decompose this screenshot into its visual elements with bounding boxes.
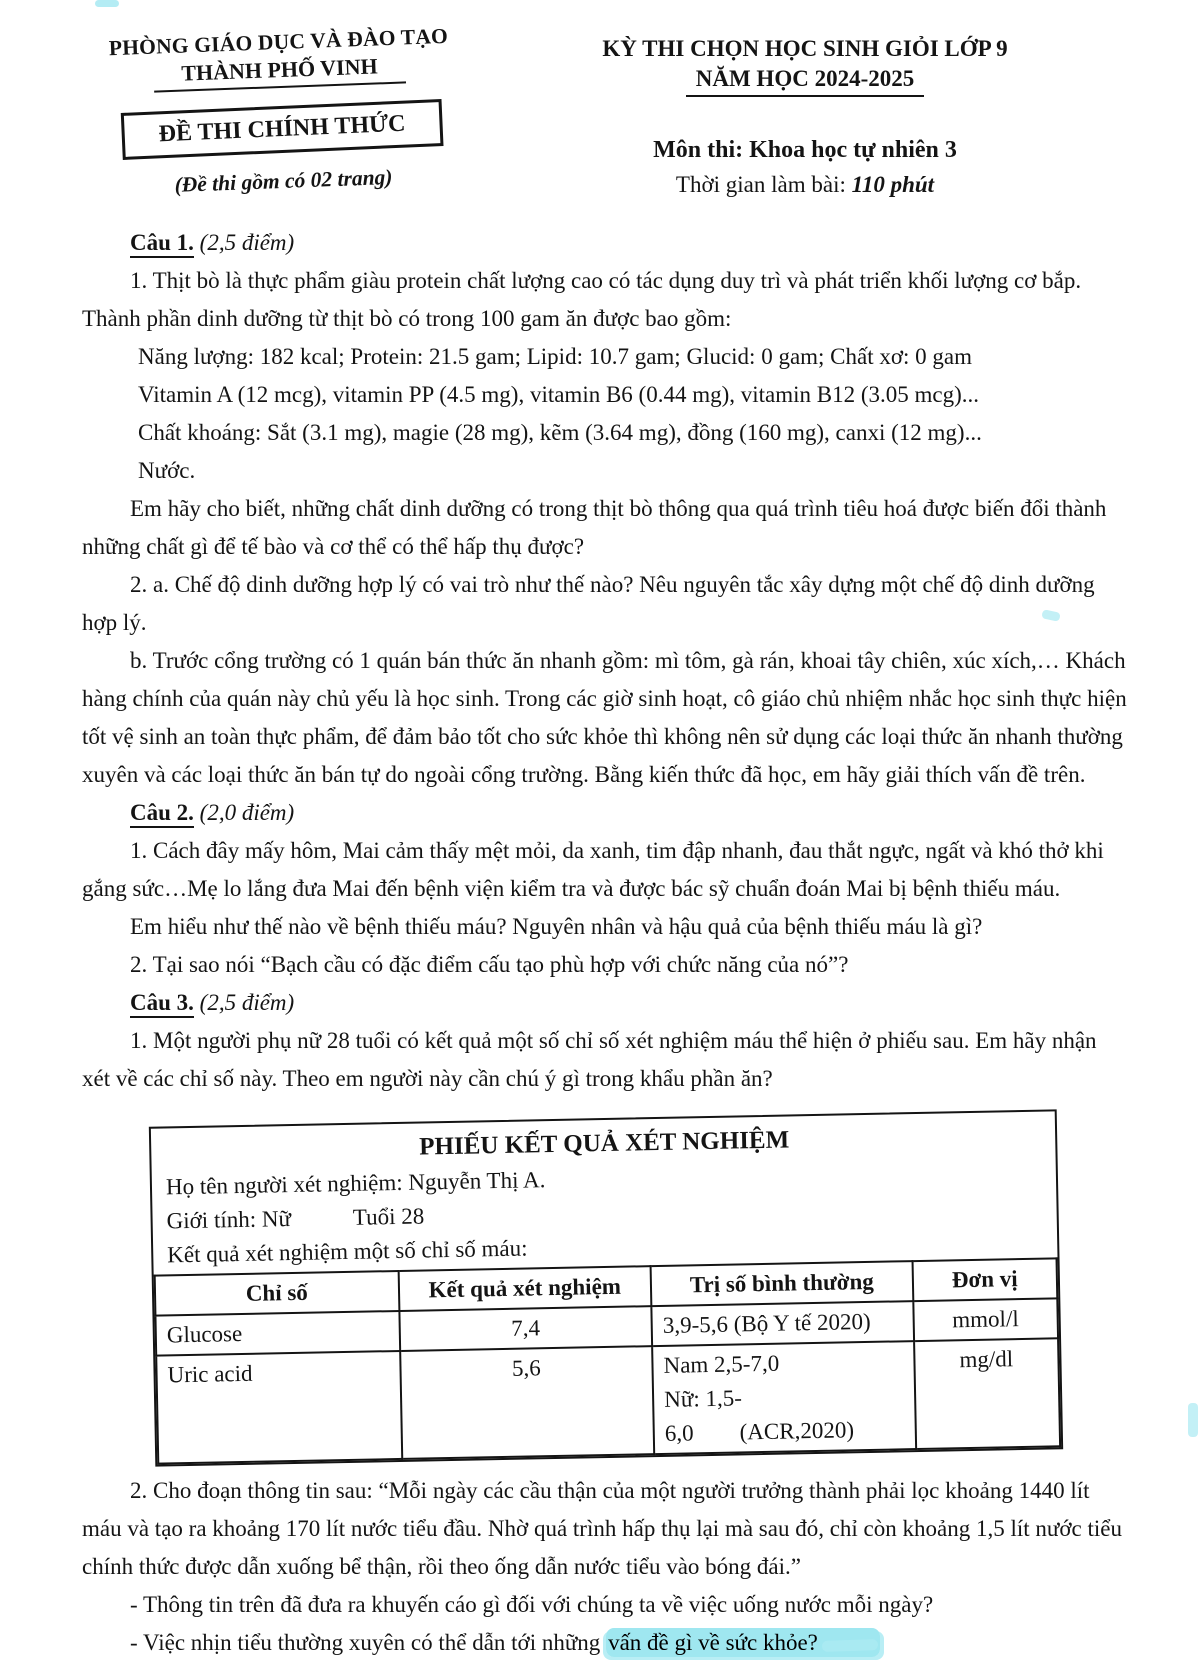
q2-paragraph-2: Em hiểu như thế nào về bệnh thiếu máu? Nguyên nhân và hậu quả của bệnh thiếu máu là gì? <box>130 914 983 939</box>
lab-report-card <box>149 1109 1063 1466</box>
highlighted-text: vấn đề gì về sức khỏe? <box>606 1628 880 1657</box>
cell-result: 7,4 <box>399 1306 652 1351</box>
q2-paragraph-1: 1. Cách đây mấy hôm, Mai cảm thấy mệt mỏi, da xanh, tim đập nhanh, đau thắt ngực, ngất và khó thở khi gắng sức…Mẹ lo lắng đưa Mai đến bệnh viện kiểm tra và được bác sỹ chuẩn đoán Mai bị bệnh thiếu máu. <box>82 838 1104 901</box>
exam-title: KỲ THI CHỌN HỌC SINH GIỎI LỚP 9 <box>602 36 1008 61</box>
normal-range-female-line <box>664 1378 905 1451</box>
col-header-index: Chỉ số <box>155 1271 399 1316</box>
question-3-label: Câu 3. <box>130 990 194 1018</box>
question-2-points: (2,0 điểm) <box>193 800 295 825</box>
exam-title-block <box>480 30 1130 198</box>
q3-bullet-2 <box>82 1624 1130 1661</box>
cell-index-name: Uric acid <box>156 1351 402 1464</box>
normal-range-source: (ACR,2020) <box>739 1417 855 1445</box>
cell-unit: mg/dl <box>914 1338 1060 1449</box>
lab-report-name: Họ tên người xét nghiệm: Nguyễn Thị A. <box>165 1167 546 1200</box>
col-header-unit: Đơn vị <box>912 1258 1057 1301</box>
normal-range-male: Nam 2,5-7,0 <box>663 1350 780 1378</box>
official-exam-box: ĐỀ THI CHÍNH THỨC <box>120 99 443 160</box>
q3-bullet-1: - Thông tin trên đã đưa ra khuyến cáo gì đối với chúng ta về việc uống nước mỗi ngày? <box>130 1592 934 1617</box>
q1-paragraph-2: Em hãy cho biết, những chất dinh dưỡng có trong thịt bò thông qua quá trình tiêu hoá được biến đổi thành những chất gì để tế bào và cơ thể có thể hấp thụ được? <box>82 496 1107 559</box>
question-2-label: Câu 2. <box>130 800 194 828</box>
q3-paragraph-2: 2. Cho đoạn thông tin sau: “Mỗi ngày các cầu thận của một người trưởng thành phải lọc khoảng 1440 lít máu và tạo ra khoảng 170 lít nước tiểu đầu. Nhờ quá trình hấp thụ lại mà sau đó, chỉ còn khoảng 1,5 lít nước tiểu chính thức được dẫn xuống bể thận, rồi theo ống dẫn nước tiểu vào bóng đái.” <box>82 1478 1122 1579</box>
subject-line: Môn thi: Khoa học tự nhiên 3 <box>653 137 957 163</box>
issuer-block <box>79 23 483 201</box>
issuer-city: THÀNH PHỐ VINH <box>153 52 406 92</box>
normal-range-female: Nữ: 1,5-6,0 <box>663 1385 743 1446</box>
table-row <box>156 1338 1060 1463</box>
q1-paragraph-1: 1. Thịt bò là thực phẩm giàu protein chất lượng cao có tác dụng duy trì và phát triển khối lượng cơ bắp. Thành phần dinh dưỡng từ thịt bò có trong 100 gam ăn được bao gồm: <box>82 268 1082 331</box>
cell-index-name: Glucose <box>155 1311 399 1356</box>
question-3-points: (2,5 điểm) <box>193 990 295 1015</box>
q3-paragraph-1: 1. Một người phụ nữ 28 tuổi có kết quả một số chỉ số xét nghiệm máu thể hiện ở phiếu sau. Em hãy nhận xét về các chỉ số này. Theo em người này cần chú ý gì trong khẩu phần ăn? <box>82 1028 1097 1091</box>
col-header-normal: Trị số bình thường <box>651 1261 913 1306</box>
exam-header <box>82 23 1130 198</box>
q1-nutrient-line-2: Vitamin A (12 mcg), vitamin PP (4.5 mg), vitamin B6 (0.44 mg), vitamin B12 (3.05 mcg)... <box>138 382 980 407</box>
cell-normal-range: 3,9-5,6 (Bộ Y tế 2020) <box>651 1301 913 1346</box>
cell-normal-range <box>652 1341 916 1454</box>
page-count-note: (Đề thi gồm có 02 trang) <box>174 164 393 197</box>
q1-nutrient-line-3: Chất khoáng: Sắt (3.1 mg), magie (28 mg), kẽm (3.64 mg), đồng (160 mg), canxi (12 mg)... <box>138 420 982 445</box>
q1-nutrient-line-4: Nước. <box>138 458 196 483</box>
lab-report-age: Tuổi 28 <box>352 1203 425 1230</box>
question-1-points: (2,5 điểm) <box>193 230 295 255</box>
q3-bullet-2-text: - Việc nhịn tiểu thường xuyên có thể dẫn tới những <box>130 1630 607 1655</box>
question-2-heading <box>82 794 1130 832</box>
cell-result: 5,6 <box>400 1346 655 1459</box>
time-label: Thời gian làm bài: <box>675 172 852 197</box>
q1-paragraph-3: 2. a. Chế độ dinh dưỡng hợp lý có vai trò như thế nào? Nêu nguyên tắc xây dựng một chế độ dinh dưỡng hợp lý. <box>82 572 1095 635</box>
cell-unit: mmol/l <box>913 1298 1058 1341</box>
time-value: 110 phút <box>851 172 935 197</box>
questions <box>82 224 1130 1661</box>
lab-report-intro: Kết quả xét nghiệm một số chỉ số máu: <box>167 1235 528 1268</box>
q2-paragraph-3: 2. Tại sao nói “Bạch cầu có đặc điểm cấu tạo phù hợp với chức năng của nó”? <box>130 952 849 977</box>
school-year: NĂM HỌC 2024-2025 <box>686 66 924 97</box>
q1-paragraph-4: b. Trước cổng trường có 1 quán bán thức ăn nhanh gồm: mì tôm, gà rán, khoai tây chiên, xúc xích,… Khách hàng chính của quán này chủ yếu là học sinh. Trong các giờ sinh hoạt, cô giáo chủ nhiệm nhắc học sinh thực hiện tốt vệ sinh an toàn thực phẩm, để đảm bảo tốt cho sức khỏe thì không nên sử dụng các loại thức ăn nhanh thường xuyên và các loại thức ăn bán tự do ngoài cổng trường. Bằng kiến thức đã học, em hãy giải thích vấn đề trên. <box>82 648 1127 787</box>
lab-report-gender: Giới tính: Nữ <box>166 1206 292 1234</box>
question-1-label: Câu 1. <box>130 230 194 258</box>
lab-report-title: PHIẾU KẾT QUẢ XÉT NGHIỆM <box>419 1126 790 1161</box>
q1-nutrient-line-1: Năng lượng: 182 kcal; Protein: 21.5 gam; Lipid: 10.7 gam; Glucid: 0 gam; Chất xơ: 0 gam <box>138 344 973 369</box>
time-line <box>480 172 1130 198</box>
lab-results-table <box>154 1257 1061 1464</box>
question-3-heading <box>82 984 1130 1022</box>
col-header-result: Kết quả xét nghiệm <box>398 1266 651 1311</box>
question-1-heading <box>82 224 1130 262</box>
issuer-department: PHÒNG GIÁO DỤC VÀ ĐÀO TẠO <box>108 23 449 61</box>
